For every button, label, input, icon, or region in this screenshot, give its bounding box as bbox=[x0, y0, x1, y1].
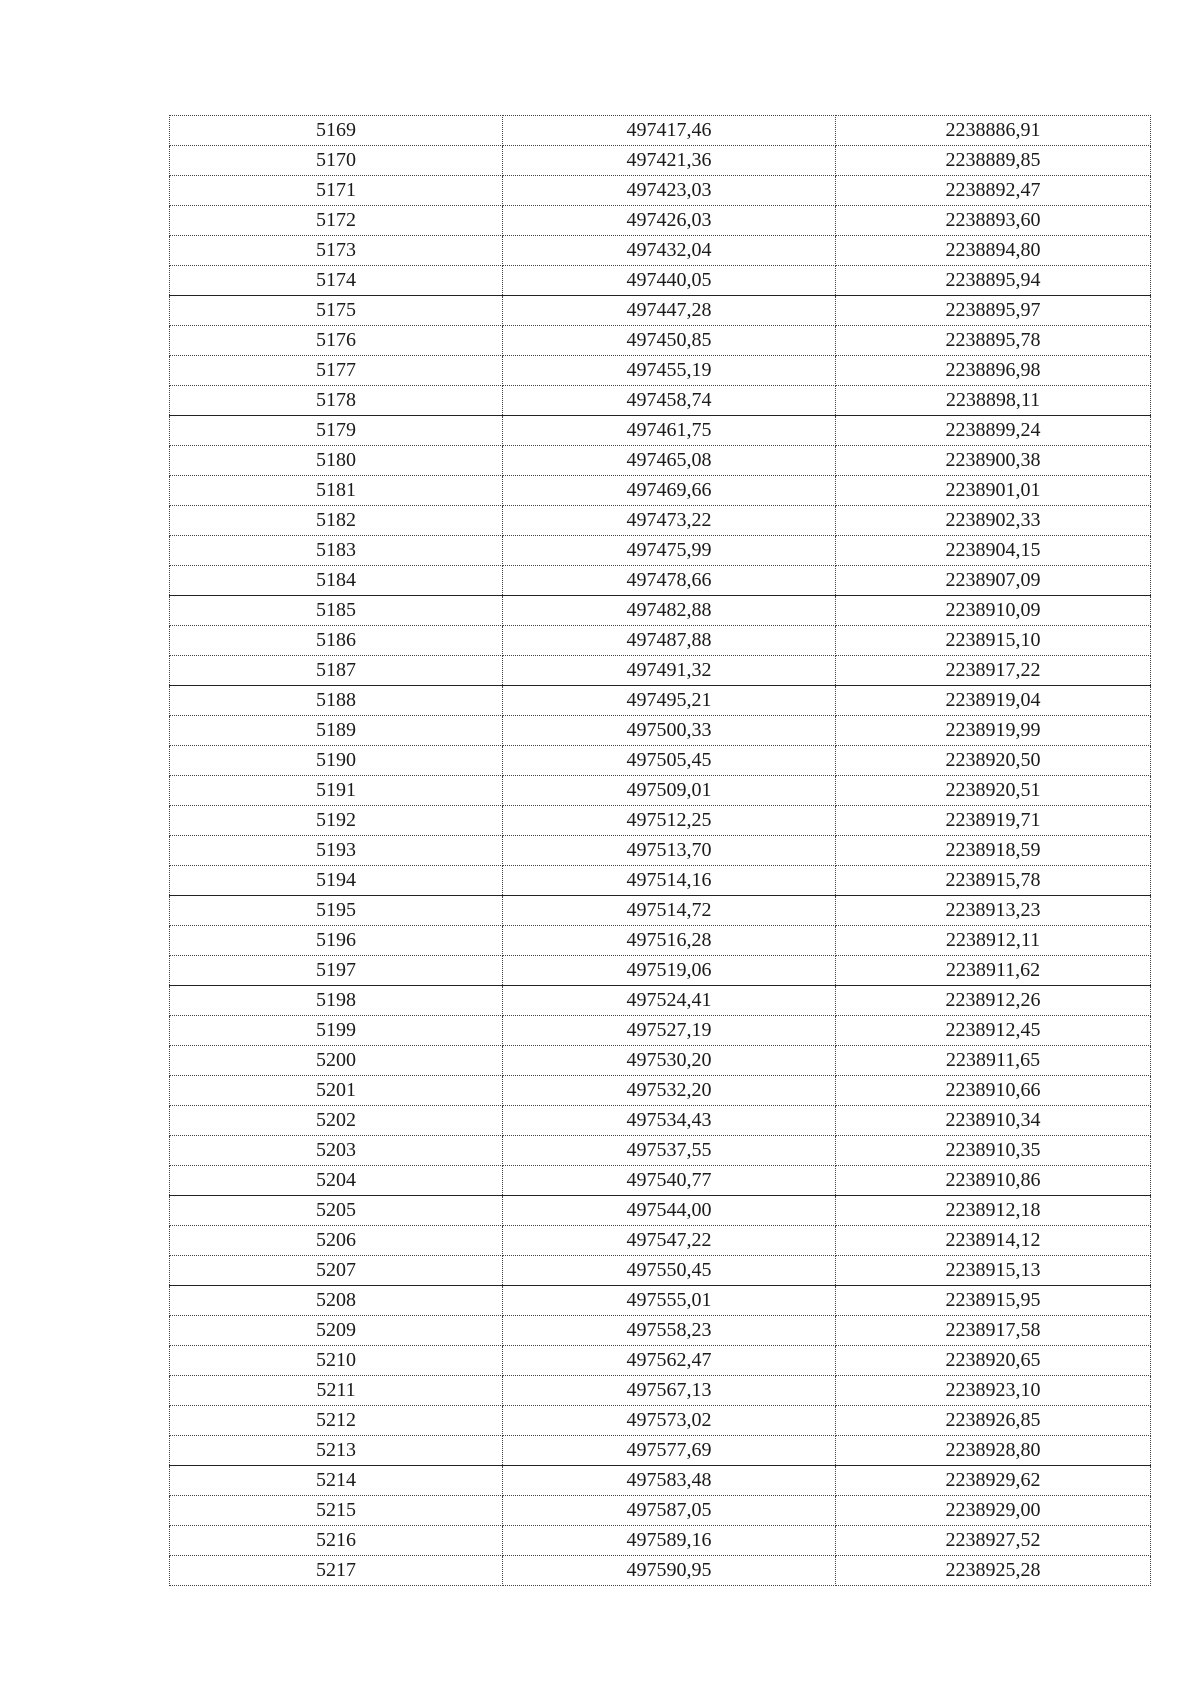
x-coordinate-cell: 497426,03 bbox=[503, 206, 836, 236]
y-coordinate-cell: 2238907,09 bbox=[836, 566, 1151, 596]
y-coordinate-cell: 2238920,51 bbox=[836, 776, 1151, 806]
x-coordinate-cell: 497417,46 bbox=[503, 116, 836, 146]
y-coordinate-cell: 2238892,47 bbox=[836, 176, 1151, 206]
point-number-cell: 5206 bbox=[170, 1226, 503, 1256]
x-coordinate-cell: 497509,01 bbox=[503, 776, 836, 806]
table-row bbox=[170, 506, 1151, 536]
point-number-cell: 5171 bbox=[170, 176, 503, 206]
y-coordinate-cell: 2238912,18 bbox=[836, 1196, 1151, 1226]
table-row bbox=[170, 326, 1151, 356]
x-coordinate-cell: 497573,02 bbox=[503, 1406, 836, 1436]
table-row bbox=[170, 386, 1151, 416]
x-coordinate-cell: 497473,22 bbox=[503, 506, 836, 536]
x-coordinate-cell: 497514,72 bbox=[503, 896, 836, 926]
point-number-cell: 5214 bbox=[170, 1466, 503, 1496]
point-number-cell: 5189 bbox=[170, 716, 503, 746]
point-number-cell: 5173 bbox=[170, 236, 503, 266]
point-number-cell: 5197 bbox=[170, 956, 503, 986]
x-coordinate-cell: 497440,05 bbox=[503, 266, 836, 296]
coordinates-table bbox=[169, 115, 1151, 1586]
x-coordinate-cell: 497461,75 bbox=[503, 416, 836, 446]
table-row bbox=[170, 176, 1151, 206]
x-coordinate-cell: 497475,99 bbox=[503, 536, 836, 566]
table-row bbox=[170, 1436, 1151, 1466]
point-number-cell: 5194 bbox=[170, 866, 503, 896]
point-number-cell: 5179 bbox=[170, 416, 503, 446]
y-coordinate-cell: 2238913,23 bbox=[836, 896, 1151, 926]
point-number-cell: 5198 bbox=[170, 986, 503, 1016]
x-coordinate-cell: 497590,95 bbox=[503, 1556, 836, 1586]
point-number-cell: 5186 bbox=[170, 626, 503, 656]
point-number-cell: 5210 bbox=[170, 1346, 503, 1376]
x-coordinate-cell: 497482,88 bbox=[503, 596, 836, 626]
y-coordinate-cell: 2238928,80 bbox=[836, 1436, 1151, 1466]
x-coordinate-cell: 497587,05 bbox=[503, 1496, 836, 1526]
y-coordinate-cell: 2238919,04 bbox=[836, 686, 1151, 716]
y-coordinate-cell: 2238904,15 bbox=[836, 536, 1151, 566]
table-row bbox=[170, 296, 1151, 326]
x-coordinate-cell: 497514,16 bbox=[503, 866, 836, 896]
y-coordinate-cell: 2238919,99 bbox=[836, 716, 1151, 746]
table-row bbox=[170, 1076, 1151, 1106]
y-coordinate-cell: 2238896,98 bbox=[836, 356, 1151, 386]
table-row bbox=[170, 926, 1151, 956]
point-number-cell: 5208 bbox=[170, 1286, 503, 1316]
x-coordinate-cell: 497487,88 bbox=[503, 626, 836, 656]
y-coordinate-cell: 2238918,59 bbox=[836, 836, 1151, 866]
table-row bbox=[170, 866, 1151, 896]
table-row bbox=[170, 1316, 1151, 1346]
x-coordinate-cell: 497423,03 bbox=[503, 176, 836, 206]
x-coordinate-cell: 497583,48 bbox=[503, 1466, 836, 1496]
table-row bbox=[170, 596, 1151, 626]
point-number-cell: 5185 bbox=[170, 596, 503, 626]
point-number-cell: 5199 bbox=[170, 1016, 503, 1046]
y-coordinate-cell: 2238898,11 bbox=[836, 386, 1151, 416]
point-number-cell: 5182 bbox=[170, 506, 503, 536]
point-number-cell: 5215 bbox=[170, 1496, 503, 1526]
table-row bbox=[170, 1406, 1151, 1436]
table-row bbox=[170, 1046, 1151, 1076]
y-coordinate-cell: 2238912,26 bbox=[836, 986, 1151, 1016]
table-row bbox=[170, 746, 1151, 776]
y-coordinate-cell: 2238900,38 bbox=[836, 446, 1151, 476]
y-coordinate-cell: 2238915,95 bbox=[836, 1286, 1151, 1316]
table-row bbox=[170, 1526, 1151, 1556]
x-coordinate-cell: 497544,00 bbox=[503, 1196, 836, 1226]
table-row bbox=[170, 236, 1151, 266]
point-number-cell: 5205 bbox=[170, 1196, 503, 1226]
y-coordinate-cell: 2238911,62 bbox=[836, 956, 1151, 986]
x-coordinate-cell: 497455,19 bbox=[503, 356, 836, 386]
table-row bbox=[170, 986, 1151, 1016]
point-number-cell: 5212 bbox=[170, 1406, 503, 1436]
y-coordinate-cell: 2238895,78 bbox=[836, 326, 1151, 356]
y-coordinate-cell: 2238910,34 bbox=[836, 1106, 1151, 1136]
y-coordinate-cell: 2238927,52 bbox=[836, 1526, 1151, 1556]
point-number-cell: 5207 bbox=[170, 1256, 503, 1286]
y-coordinate-cell: 2238929,00 bbox=[836, 1496, 1151, 1526]
y-coordinate-cell: 2238920,65 bbox=[836, 1346, 1151, 1376]
table-row bbox=[170, 146, 1151, 176]
y-coordinate-cell: 2238917,58 bbox=[836, 1316, 1151, 1346]
point-number-cell: 5204 bbox=[170, 1166, 503, 1196]
table-row bbox=[170, 956, 1151, 986]
y-coordinate-cell: 2238915,78 bbox=[836, 866, 1151, 896]
point-number-cell: 5190 bbox=[170, 746, 503, 776]
point-number-cell: 5175 bbox=[170, 296, 503, 326]
y-coordinate-cell: 2238912,11 bbox=[836, 926, 1151, 956]
table-row bbox=[170, 1556, 1151, 1586]
point-number-cell: 5200 bbox=[170, 1046, 503, 1076]
x-coordinate-cell: 497540,77 bbox=[503, 1166, 836, 1196]
x-coordinate-cell: 497577,69 bbox=[503, 1436, 836, 1466]
x-coordinate-cell: 497491,32 bbox=[503, 656, 836, 686]
table-row bbox=[170, 536, 1151, 566]
point-number-cell: 5217 bbox=[170, 1556, 503, 1586]
point-number-cell: 5216 bbox=[170, 1526, 503, 1556]
y-coordinate-cell: 2238894,80 bbox=[836, 236, 1151, 266]
table-row bbox=[170, 896, 1151, 926]
y-coordinate-cell: 2238910,35 bbox=[836, 1136, 1151, 1166]
table-row bbox=[170, 1256, 1151, 1286]
table-row bbox=[170, 836, 1151, 866]
x-coordinate-cell: 497562,47 bbox=[503, 1346, 836, 1376]
x-coordinate-cell: 497555,01 bbox=[503, 1286, 836, 1316]
x-coordinate-cell: 497524,41 bbox=[503, 986, 836, 1016]
table-row bbox=[170, 446, 1151, 476]
x-coordinate-cell: 497550,45 bbox=[503, 1256, 836, 1286]
point-number-cell: 5213 bbox=[170, 1436, 503, 1466]
table-row bbox=[170, 1496, 1151, 1526]
x-coordinate-cell: 497505,45 bbox=[503, 746, 836, 776]
point-number-cell: 5176 bbox=[170, 326, 503, 356]
table-row bbox=[170, 1106, 1151, 1136]
x-coordinate-cell: 497512,25 bbox=[503, 806, 836, 836]
y-coordinate-cell: 2238925,28 bbox=[836, 1556, 1151, 1586]
y-coordinate-cell: 2238919,71 bbox=[836, 806, 1151, 836]
y-coordinate-cell: 2238889,85 bbox=[836, 146, 1151, 176]
x-coordinate-cell: 497458,74 bbox=[503, 386, 836, 416]
y-coordinate-cell: 2238886,91 bbox=[836, 116, 1151, 146]
x-coordinate-cell: 497478,66 bbox=[503, 566, 836, 596]
x-coordinate-cell: 497500,33 bbox=[503, 716, 836, 746]
table-row bbox=[170, 1346, 1151, 1376]
x-coordinate-cell: 497516,28 bbox=[503, 926, 836, 956]
table-row bbox=[170, 1376, 1151, 1406]
x-coordinate-cell: 497469,66 bbox=[503, 476, 836, 506]
y-coordinate-cell: 2238910,66 bbox=[836, 1076, 1151, 1106]
point-number-cell: 5202 bbox=[170, 1106, 503, 1136]
table-row bbox=[170, 1196, 1151, 1226]
y-coordinate-cell: 2238899,24 bbox=[836, 416, 1151, 446]
x-coordinate-cell: 497589,16 bbox=[503, 1526, 836, 1556]
point-number-cell: 5195 bbox=[170, 896, 503, 926]
table-row bbox=[170, 1286, 1151, 1316]
point-number-cell: 5172 bbox=[170, 206, 503, 236]
point-number-cell: 5177 bbox=[170, 356, 503, 386]
y-coordinate-cell: 2238929,62 bbox=[836, 1466, 1151, 1496]
point-number-cell: 5170 bbox=[170, 146, 503, 176]
point-number-cell: 5184 bbox=[170, 566, 503, 596]
point-number-cell: 5193 bbox=[170, 836, 503, 866]
x-coordinate-cell: 497534,43 bbox=[503, 1106, 836, 1136]
point-number-cell: 5196 bbox=[170, 926, 503, 956]
y-coordinate-cell: 2238895,94 bbox=[836, 266, 1151, 296]
table-row bbox=[170, 716, 1151, 746]
y-coordinate-cell: 2238923,10 bbox=[836, 1376, 1151, 1406]
x-coordinate-cell: 497447,28 bbox=[503, 296, 836, 326]
point-number-cell: 5174 bbox=[170, 266, 503, 296]
x-coordinate-cell: 497432,04 bbox=[503, 236, 836, 266]
x-coordinate-cell: 497527,19 bbox=[503, 1016, 836, 1046]
point-number-cell: 5183 bbox=[170, 536, 503, 566]
table-row bbox=[170, 566, 1151, 596]
x-coordinate-cell: 497558,23 bbox=[503, 1316, 836, 1346]
point-number-cell: 5180 bbox=[170, 446, 503, 476]
y-coordinate-cell: 2238901,01 bbox=[836, 476, 1151, 506]
table-row bbox=[170, 116, 1151, 146]
y-coordinate-cell: 2238914,12 bbox=[836, 1226, 1151, 1256]
x-coordinate-cell: 497532,20 bbox=[503, 1076, 836, 1106]
table-row bbox=[170, 1466, 1151, 1496]
x-coordinate-cell: 497450,85 bbox=[503, 326, 836, 356]
point-number-cell: 5201 bbox=[170, 1076, 503, 1106]
point-number-cell: 5203 bbox=[170, 1136, 503, 1166]
table-row bbox=[170, 416, 1151, 446]
table-row bbox=[170, 1166, 1151, 1196]
table-row bbox=[170, 476, 1151, 506]
x-coordinate-cell: 497465,08 bbox=[503, 446, 836, 476]
table-row bbox=[170, 776, 1151, 806]
x-coordinate-cell: 497495,21 bbox=[503, 686, 836, 716]
y-coordinate-cell: 2238926,85 bbox=[836, 1406, 1151, 1436]
y-coordinate-cell: 2238910,09 bbox=[836, 596, 1151, 626]
point-number-cell: 5181 bbox=[170, 476, 503, 506]
table-row bbox=[170, 806, 1151, 836]
x-coordinate-cell: 497567,13 bbox=[503, 1376, 836, 1406]
y-coordinate-cell: 2238912,45 bbox=[836, 1016, 1151, 1046]
x-coordinate-cell: 497519,06 bbox=[503, 956, 836, 986]
x-coordinate-cell: 497537,55 bbox=[503, 1136, 836, 1166]
x-coordinate-cell: 497547,22 bbox=[503, 1226, 836, 1256]
table-row bbox=[170, 686, 1151, 716]
table-row bbox=[170, 206, 1151, 236]
table-row bbox=[170, 1136, 1151, 1166]
table-row bbox=[170, 356, 1151, 386]
point-number-cell: 5178 bbox=[170, 386, 503, 416]
table-row bbox=[170, 1226, 1151, 1256]
y-coordinate-cell: 2238915,13 bbox=[836, 1256, 1151, 1286]
point-number-cell: 5169 bbox=[170, 116, 503, 146]
y-coordinate-cell: 2238910,86 bbox=[836, 1166, 1151, 1196]
x-coordinate-cell: 497421,36 bbox=[503, 146, 836, 176]
y-coordinate-cell: 2238920,50 bbox=[836, 746, 1151, 776]
point-number-cell: 5187 bbox=[170, 656, 503, 686]
y-coordinate-cell: 2238911,65 bbox=[836, 1046, 1151, 1076]
coordinates-table-body bbox=[170, 116, 1151, 1586]
point-number-cell: 5192 bbox=[170, 806, 503, 836]
table-row bbox=[170, 656, 1151, 686]
point-number-cell: 5209 bbox=[170, 1316, 503, 1346]
y-coordinate-cell: 2238895,97 bbox=[836, 296, 1151, 326]
x-coordinate-cell: 497513,70 bbox=[503, 836, 836, 866]
y-coordinate-cell: 2238917,22 bbox=[836, 656, 1151, 686]
point-number-cell: 5188 bbox=[170, 686, 503, 716]
table-row bbox=[170, 626, 1151, 656]
table-row bbox=[170, 266, 1151, 296]
y-coordinate-cell: 2238915,10 bbox=[836, 626, 1151, 656]
x-coordinate-cell: 497530,20 bbox=[503, 1046, 836, 1076]
point-number-cell: 5191 bbox=[170, 776, 503, 806]
y-coordinate-cell: 2238893,60 bbox=[836, 206, 1151, 236]
table-row bbox=[170, 1016, 1151, 1046]
point-number-cell: 5211 bbox=[170, 1376, 503, 1406]
y-coordinate-cell: 2238902,33 bbox=[836, 506, 1151, 536]
